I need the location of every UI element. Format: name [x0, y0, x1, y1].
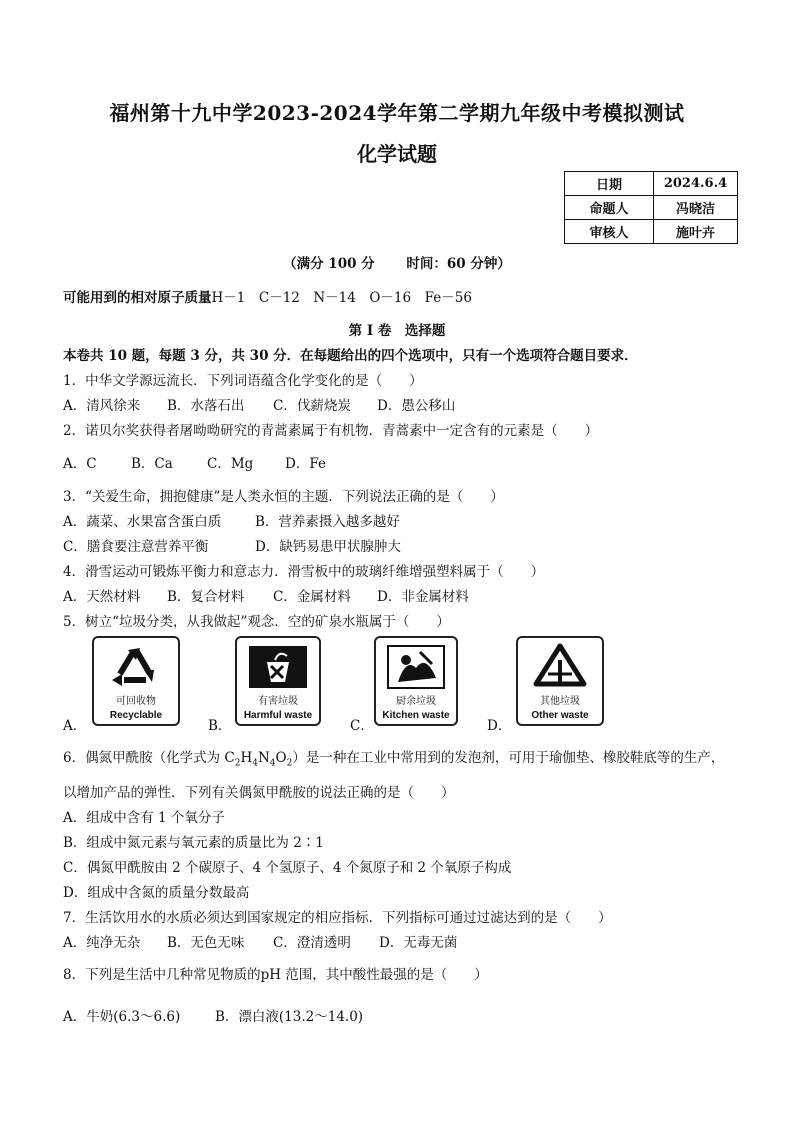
q6-sub: 4 [252, 758, 258, 769]
info-row-date [565, 172, 738, 196]
option: D．Fe [285, 456, 326, 472]
q6-formula-n: N [257, 750, 270, 766]
option: A．蔬菜、水果富含蛋白质 [63, 514, 222, 530]
other-icon [518, 638, 602, 694]
bin-label-en: Recyclable [109, 710, 163, 721]
option: D．无毒无菌 [379, 935, 458, 951]
q2-options [63, 452, 326, 472]
kitchen-icon [376, 638, 456, 694]
info-value: 施叶卉 [654, 220, 738, 244]
option: C．伐薪烧炭 [273, 398, 351, 414]
q4-options [63, 585, 469, 605]
option: B．水落石出 [167, 398, 245, 414]
bin-label-en: Other waste [531, 710, 589, 721]
q7-options [63, 931, 457, 951]
atomic-mass-label: 可能用到的相对原子质量 [63, 290, 212, 306]
q5-letter-d: D． [487, 718, 512, 734]
q6-sub: 2 [286, 758, 293, 769]
info-label: 命题人 [565, 196, 654, 220]
option: B．组成中氮元素与氧元素的质量比为 2∶1 [63, 835, 324, 851]
option: A．组成中含有 1 个氧分子 [63, 810, 225, 826]
info-table [564, 171, 738, 244]
q7-stem: 7．生活饮用水的水质必须达到国家规定的相应指标．下列指标可通过过滤达到的是（ ） [63, 910, 612, 926]
bin-label-cn: 可回收物 [116, 696, 156, 707]
instructions: 本卷共 10 题，每题 3 分，共 30 分．在每题给出的四个选项中，只有一个选项符合题目要求． [63, 348, 638, 364]
option: C．澄清透明 [273, 935, 351, 951]
recycle-icon [94, 640, 178, 696]
option: B．营养素摄入越多越好 [255, 514, 400, 530]
q5-letter-a: A． [63, 718, 87, 734]
q3-options-row1 [63, 510, 400, 530]
q6-stem-line1 [63, 746, 724, 769]
option: B．复合材料 [167, 589, 245, 605]
q5-letter-c: C． [350, 718, 374, 734]
option: C．金属材料 [273, 589, 351, 605]
option: B．无色无味 [167, 935, 245, 951]
q8-options [63, 1005, 363, 1025]
q6-sub: 2 [234, 758, 241, 769]
info-label: 日期 [565, 172, 654, 196]
q5-stem: 5．树立“垃圾分类，从我做起”观念．空的矿泉水瓶属于（ ） [63, 614, 450, 630]
q8-stem: 8．下列是生活中几种常见物质的pH 范围，其中酸性最强的是（ ） [63, 967, 488, 983]
q1-stem: 1．中华文学源远流长．下列词语蕴含化学变化的是（ ） [63, 373, 423, 389]
bin-label-en: Kitchen waste [382, 710, 450, 721]
q2-stem: 2．诺贝尔奖获得者屠呦呦研究的青蒿素属于有机物．青蒿素中一定含有的元素是（ ） [63, 423, 599, 439]
bin-kitchen [374, 636, 458, 726]
atomic-mass-values: H－1 C－12 N－14 O－16 Fe－56 [211, 290, 472, 306]
exam-subtitle: 化学试题 [357, 142, 437, 166]
q5-letter-b: B． [208, 718, 232, 734]
score-time: （满分 100 分 时间：60 分钟） [283, 256, 511, 272]
option: A．天然材料 [63, 589, 141, 605]
q4-stem: 4．滑雪运动可锻炼平衡力和意志力．滑雪板中的玻璃纤维增强塑料属于（ ） [63, 564, 545, 580]
section-title: 第 I 卷 选择题 [348, 323, 446, 339]
atomic-mass-line [63, 286, 472, 306]
info-value: 冯晓洁 [654, 196, 738, 220]
bin-harmful [235, 636, 321, 726]
harmful-icon [237, 638, 319, 694]
option: A．纯净无杂 [63, 935, 141, 951]
option: D．非金属材料 [377, 589, 469, 605]
q6-stem-b: ）是一种在工业中常用到的发泡剂，可用于瑜伽垫、橡胶鞋底等的生产， [292, 750, 725, 766]
bin-label-en: Harmful waste [243, 710, 313, 721]
option: B．Ca [131, 456, 173, 472]
bin-recyclable [92, 636, 180, 726]
exam-title: 福州第十九中学2023-2024学年第二学期九年级中考模拟测试 [109, 101, 685, 125]
q6-sub: 4 [269, 758, 276, 769]
option: B．漂白液(13.2～14.0) [215, 1009, 364, 1025]
option: A．清风徐来 [63, 398, 141, 414]
option: C．Mg [207, 456, 254, 472]
q6-formula-o: O [275, 750, 287, 766]
bin-label-cn: 有害垃圾 [258, 696, 298, 707]
option: D．愚公移山 [377, 398, 456, 414]
bin-other [516, 636, 604, 726]
option: D．组成中含氮的质量分数最高 [63, 885, 250, 901]
info-row-author [565, 196, 738, 220]
option: C．偶氮甲酰胺由 2 个碳原子、4 个氢原子、4 个氮原子和 2 个氧原子构成 [63, 860, 512, 876]
bin-label-cn: 厨余垃圾 [396, 696, 436, 707]
q1-options [63, 394, 455, 414]
option: C．膳食要注意营养平衡 [63, 539, 209, 555]
option: A．C [63, 456, 97, 472]
q6-formula-h: H [240, 750, 253, 766]
info-label: 审核人 [565, 220, 654, 244]
option: D．缺钙易患甲状腺肿大 [255, 539, 401, 555]
q6-stem-a: 6．偶氮甲酰胺（化学式为 C [63, 750, 235, 766]
info-value: 2024.6.4 [654, 172, 738, 196]
q3-stem: 3．“关爱生命，拥抱健康”是人类永恒的主题．下列说法正确的是（ ） [63, 489, 504, 505]
info-row-reviewer [565, 220, 738, 244]
bin-label-cn: 其他垃圾 [540, 696, 580, 707]
q6-stem-line2: 以增加产品的弹性．下列有关偶氮甲酰胺的说法正确的是（ ） [63, 785, 455, 801]
q3-options-row2 [63, 535, 401, 555]
option: A．牛奶(6.3～6.6) [63, 1009, 181, 1025]
